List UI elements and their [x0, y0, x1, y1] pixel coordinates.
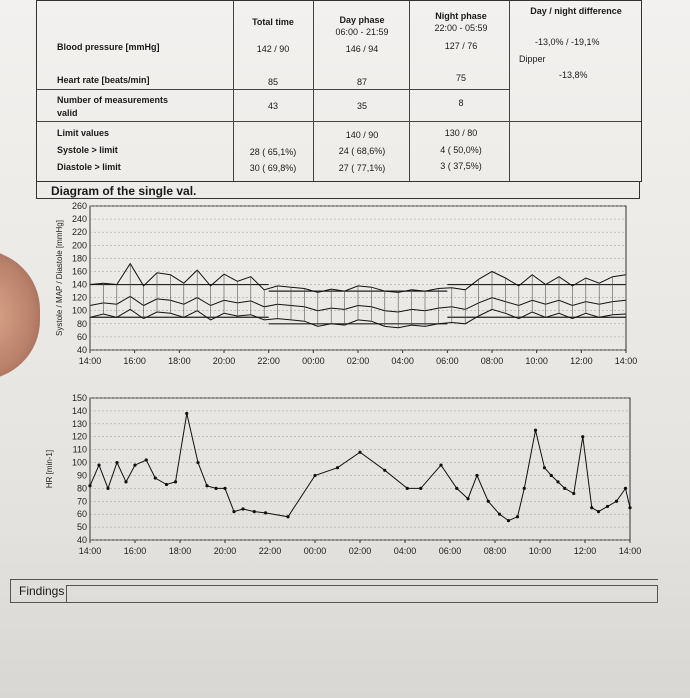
y-axis-label: HR [min-1] — [45, 449, 54, 489]
y-tick-label: 70 — [76, 496, 87, 507]
x-tick-label: 06:00 — [438, 546, 462, 556]
heart-rate-point — [106, 487, 109, 490]
x-tick-label: 22:00 — [257, 356, 280, 366]
diastole-limit-label: Diastole > limit — [57, 162, 121, 172]
header-day: Day phase — [339, 15, 385, 25]
table-divider — [509, 1, 510, 181]
diastole-limit-total: 30 ( 69,8%) — [249, 163, 297, 173]
heart-rate-point — [185, 412, 188, 415]
heart-rate-point — [439, 464, 442, 467]
hr-night: 75 — [455, 73, 466, 83]
y-tick-label: 110 — [72, 444, 87, 455]
hr-diff: -13,8% — [559, 70, 588, 80]
y-tick-label: 180 — [71, 253, 87, 264]
heart-rate-point — [507, 519, 510, 522]
diastole-limit-night: 3 ( 37,5%) — [440, 161, 482, 171]
heart-rate-point — [383, 469, 386, 472]
heart-rate-point — [313, 474, 316, 477]
x-tick-label: 06:00 — [436, 356, 459, 366]
heart-rate-point — [581, 435, 584, 438]
heart-rate-point — [223, 487, 226, 490]
heart-rate-point — [543, 466, 546, 469]
x-tick-label: 00:00 — [303, 546, 327, 556]
measurements-day: 35 — [356, 101, 367, 111]
heart-rate-point — [516, 515, 519, 518]
x-tick-label: 04:00 — [391, 356, 414, 366]
table-divider — [37, 121, 641, 122]
heart-rate-point — [174, 480, 177, 483]
limit-night: 130 / 80 — [444, 128, 478, 138]
y-tick-label: 80 — [76, 318, 87, 329]
bp-diff: -13,0% / -19,1% — [535, 37, 600, 47]
heart-rate-line — [90, 414, 630, 521]
systole-limit-label: Systole > limit — [57, 145, 118, 155]
measurements-total: 43 — [267, 101, 278, 111]
heart-rate-point — [133, 464, 136, 467]
heart-rate-point — [205, 484, 208, 487]
plot-frame — [90, 398, 630, 540]
x-tick-label: 16:00 — [123, 356, 146, 366]
x-tick-label: 18:00 — [168, 356, 191, 366]
summary-table — [36, 0, 642, 182]
x-tick-label: 12:00 — [573, 546, 597, 556]
heart-rate-point — [145, 458, 148, 461]
bp-night: 127 / 76 — [444, 41, 478, 51]
y-tick-label: 80 — [76, 483, 87, 494]
x-tick-label: 10:00 — [528, 546, 552, 556]
heart-rate-point — [523, 487, 526, 490]
heart-rate-point — [115, 461, 118, 464]
x-tick-label: 14:00 — [78, 356, 102, 366]
y-tick-label: 150 — [71, 393, 87, 403]
heart-rate-point — [624, 487, 627, 490]
y-tick-label: 200 — [71, 240, 87, 251]
x-tick-label: 02:00 — [346, 356, 370, 366]
x-tick-label: 18:00 — [168, 546, 192, 556]
measurements-label-valid: valid — [57, 108, 78, 118]
systole-limit-day: 24 ( 68,6%) — [338, 146, 386, 156]
heart-rate-point — [286, 515, 289, 518]
y-tick-label: 120 — [71, 292, 87, 303]
x-tick-label: 20:00 — [213, 546, 237, 556]
y-tick-label: 140 — [71, 405, 87, 416]
heart-rate-point — [196, 461, 199, 464]
heart-rate-point — [241, 507, 244, 510]
y-tick-label: 50 — [76, 522, 87, 533]
x-tick-label: 12:00 — [570, 356, 593, 366]
heart-rate-point — [455, 487, 458, 490]
heart-rate-point — [475, 474, 478, 477]
hr-day: 87 — [356, 77, 367, 87]
heart-rate-point — [628, 506, 631, 509]
x-tick-label: 20:00 — [212, 356, 236, 366]
y-tick-label: 90 — [76, 470, 87, 481]
systole-limit-total: 28 ( 65,1%) — [249, 147, 297, 157]
heart-rate-point — [563, 487, 566, 490]
y-tick-label: 60 — [76, 331, 87, 342]
x-tick-label: 00:00 — [302, 356, 325, 366]
findings-label: Findings — [19, 584, 65, 598]
heart-rate-point — [165, 483, 168, 486]
y-tick-label: 100 — [71, 457, 87, 468]
heart-rate-point — [154, 476, 157, 479]
limit-day: 140 / 90 — [345, 130, 379, 140]
y-tick-label: 100 — [71, 305, 87, 316]
x-tick-label: 22:00 — [258, 546, 282, 556]
table-divider — [37, 89, 509, 90]
heart-rate-point — [534, 429, 537, 432]
heart-rate-point — [97, 464, 100, 467]
heart-rate-point — [232, 510, 235, 513]
x-tick-label: 08:00 — [483, 546, 507, 556]
x-tick-label: 04:00 — [393, 546, 417, 556]
y-tick-label: 220 — [71, 227, 87, 238]
y-tick-label: 260 — [71, 201, 87, 211]
x-tick-label: 08:00 — [480, 356, 504, 366]
y-tick-label: 40 — [76, 535, 87, 545]
blood-pressure-chart — [0, 198, 690, 378]
bp-total: 142 / 90 — [256, 44, 290, 54]
heart-rate-chart — [0, 380, 690, 570]
y-tick-label: 120 — [71, 431, 87, 442]
hr-label: Heart rate [beats/min] — [57, 75, 150, 85]
heart-rate-point — [590, 506, 593, 509]
heart-rate-point — [487, 500, 490, 503]
heart-rate-point — [124, 480, 127, 483]
table-divider — [313, 1, 314, 181]
heart-rate-point — [498, 513, 501, 516]
y-tick-label: 160 — [71, 266, 87, 277]
table-divider — [409, 1, 410, 181]
y-tick-label: 40 — [76, 345, 87, 355]
heart-rate-point — [336, 466, 339, 469]
x-tick-label: 14:00 — [614, 356, 638, 366]
measurements-night: 8 — [458, 98, 464, 108]
y-tick-label: 140 — [71, 279, 87, 290]
diastole-limit-day: 27 ( 77,1%) — [338, 163, 386, 173]
heart-rate-point — [572, 492, 575, 495]
header-night: Night phase — [435, 11, 487, 21]
header-total: Total time — [252, 17, 294, 27]
systole-limit-night: 4 ( 50,0%) — [440, 145, 482, 155]
heart-rate-point — [358, 451, 361, 454]
x-tick-label: 10:00 — [525, 356, 548, 366]
heart-rate-point — [88, 484, 91, 487]
heart-rate-point — [214, 487, 217, 490]
heart-rate-point — [597, 510, 600, 513]
y-tick-label: 60 — [76, 509, 87, 520]
table-divider — [233, 1, 234, 181]
diagram-title: Diagram of the single val. — [36, 181, 640, 199]
findings-input-area — [66, 585, 658, 603]
heart-rate-point — [466, 497, 469, 500]
measurements-label: Number of measurements — [57, 95, 169, 105]
heart-rate-point — [406, 487, 409, 490]
x-tick-label: 02:00 — [348, 546, 372, 556]
heart-rate-point — [419, 487, 422, 490]
heart-rate-point — [556, 480, 559, 483]
bp-day: 146 / 94 — [345, 44, 379, 54]
y-axis-label: Systole / MAP / Diastole [mmHg] — [55, 220, 64, 336]
y-tick-label: 240 — [71, 214, 87, 225]
heart-rate-point — [253, 510, 256, 513]
x-tick-label: 14:00 — [618, 546, 642, 556]
x-tick-label: 16:00 — [123, 546, 147, 556]
heart-rate-point — [550, 474, 553, 477]
heart-rate-point — [606, 505, 609, 508]
bp-label: Blood pressure [mmHg] — [57, 42, 160, 52]
limit-label: Limit values — [57, 128, 110, 138]
dipper-status: Dipper — [519, 54, 546, 64]
header-day-range: 06:00 - 21:59 — [335, 27, 389, 37]
y-tick-label: 130 — [71, 418, 87, 429]
hr-total: 85 — [267, 77, 278, 87]
heart-rate-point — [615, 500, 618, 503]
heart-rate-point — [264, 511, 267, 514]
header-diff: Day / night difference — [530, 6, 622, 16]
header-night-range: 22:00 - 05:59 — [434, 23, 488, 33]
x-tick-label: 14:00 — [78, 546, 102, 556]
